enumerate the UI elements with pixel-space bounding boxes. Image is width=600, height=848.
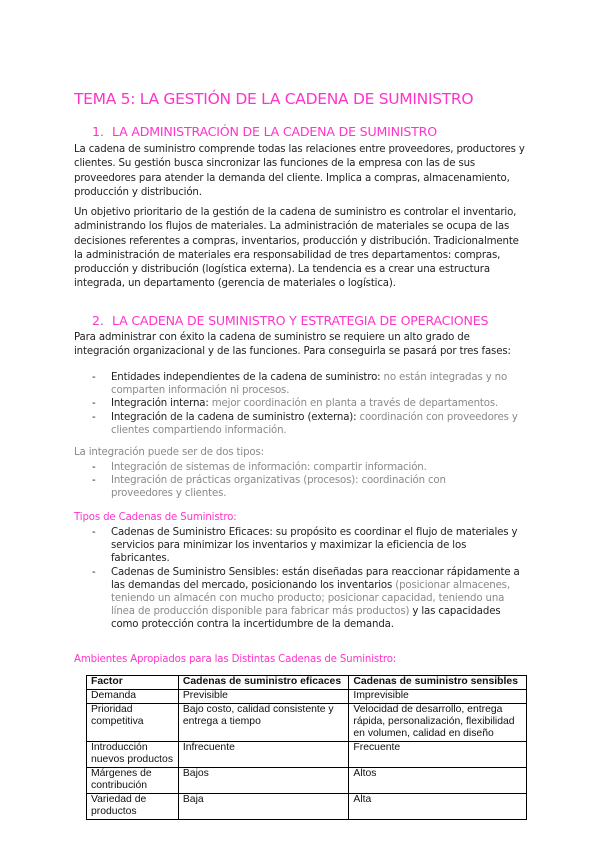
list-item <box>92 371 522 397</box>
environments-table <box>86 675 527 820</box>
chain-types-list <box>92 526 524 632</box>
table-cell: Baja <box>178 794 349 820</box>
responsive-text-a: Cadenas de Suministro Sensibles: están diseñadas para reaccionar rápidamente a las demandas del mercado, posicionando los inventarios <box>111 566 520 591</box>
table-cell: Velocidad de desarrollo, entrega rápida, personalización, flexibilidad en volumen, calidad en diseño <box>349 704 527 742</box>
table-header-row <box>87 676 527 690</box>
section-1-paragraph-2: Un objetivo prioritario de la gestión de la cadena de suministro es controlar el inventario, administrando los flujos de materiales. La administración de materiales se ocupa de las decisiones referentes a compras, inventarios, producción y distribución. Tradicionalmente la administración de materiales era responsabilidad de tres departamentos: compras, producción y distribución (logística externa). La tendencia es a crear una estructura integrada, un departamento (gerencia de materiales o logística). <box>74 207 519 290</box>
phase-label: Integración de la cadena de suministro (externa): <box>111 411 357 423</box>
table-row <box>87 742 527 768</box>
responsive-text-b: (posicionar almacenes, teniendo un almacén con mucho producto; posicionar capacidad, teniendo una línea de producción disponible para fabricar más productos) <box>111 579 510 618</box>
phase-label: Integración interna: <box>111 398 209 410</box>
table-header-cell: Cadenas de suministro sensibles <box>349 676 527 690</box>
section-1-title: LA ADMINISTRACIÓN DE LA CADENA DE SUMINISTRO <box>112 124 437 139</box>
list-item <box>92 411 522 437</box>
list-item <box>92 566 524 632</box>
list-item: - Cadenas de Suministro Eficaces: su propósito es coordinar el flujo de materiales y servicios para minimizar los inventarios y maximizar la eficiencia de los fabricantes. <box>92 526 524 566</box>
table-row <box>87 794 527 820</box>
list-item: - Integración de sistemas de información: compartir información. <box>92 461 502 474</box>
table-row <box>87 690 527 704</box>
section-1-heading <box>92 124 437 139</box>
section-1-paragraph-1: La cadena de suministro comprende todas las relaciones entre proveedores, productores y clientes. Su gestión busca sincronizar las funciones de la empresa con las de sus proveedores para atender la demanda del cliente. Implica a compras, almacenamiento, producción y distribución. <box>74 144 525 198</box>
table-header-cell: Cadenas de suministro eficaces <box>178 676 349 690</box>
list-item <box>92 397 522 410</box>
table-cell: Introducción nuevos productos <box>87 742 179 768</box>
section-1-number: 1. <box>92 124 104 139</box>
table-cell: Demanda <box>87 690 179 704</box>
table-cell: Altos <box>349 768 527 794</box>
integration-types-list <box>92 461 502 501</box>
table-cell: Bajos <box>178 768 349 794</box>
environments-heading: Ambientes Apropiados para las Distintas Cadenas de Suministro: <box>74 654 397 665</box>
table-cell: Márgenes de contribución <box>87 768 179 794</box>
table-cell: Frecuente <box>349 742 527 768</box>
table-cell: Alta <box>349 794 527 820</box>
table-header-cell: Factor <box>87 676 179 690</box>
table-cell: Prioridad competitiva <box>87 704 179 742</box>
table-row <box>87 768 527 794</box>
section-2-title: LA CADENA DE SUMINISTRO Y ESTRATEGIA DE OPERACIONES <box>112 313 489 328</box>
page-title: TEMA 5: LA GESTIÓN DE LA CADENA DE SUMINISTRO <box>74 90 474 108</box>
section-2-number: 2. <box>92 313 104 328</box>
table-cell: Variedad de productos <box>87 794 179 820</box>
integration-intro: La integración puede ser de dos tipos: <box>74 447 264 458</box>
responsive-text-c: y las capacidades como protección contra la incertidumbre de la demanda. <box>111 606 501 631</box>
list-item: - Integración de prácticas organizativas (procesos): coordinación con proveedores y clientes. <box>92 474 502 500</box>
phase-detail: mejor coordinación en planta a través de departamentos. <box>208 398 499 410</box>
phases-list <box>92 371 522 437</box>
phase-detail: coordinación con proveedores y clientes compartiendo información. <box>111 411 518 436</box>
phase-detail: no están integradas y no comparten información ni procesos. <box>111 372 508 397</box>
phase-label: Entidades independientes de la cadena de suministro: <box>111 372 381 383</box>
table-row <box>87 704 527 742</box>
table-cell: Infrecuente <box>178 742 349 768</box>
table-cell: Bajo costo, calidad consistente y entrega a tiempo <box>178 704 349 742</box>
section-2-heading <box>92 313 488 328</box>
table-cell: Imprevisible <box>349 690 527 704</box>
table-cell: Previsible <box>178 690 349 704</box>
types-heading: Tipos de Cadenas de Suministro: <box>74 512 237 523</box>
section-2-intro: Para administrar con éxito la cadena de suministro se requiere un alto grado de integración organizacional y de las funciones. Para conseguirla se pasará por tres fases: <box>74 332 511 358</box>
